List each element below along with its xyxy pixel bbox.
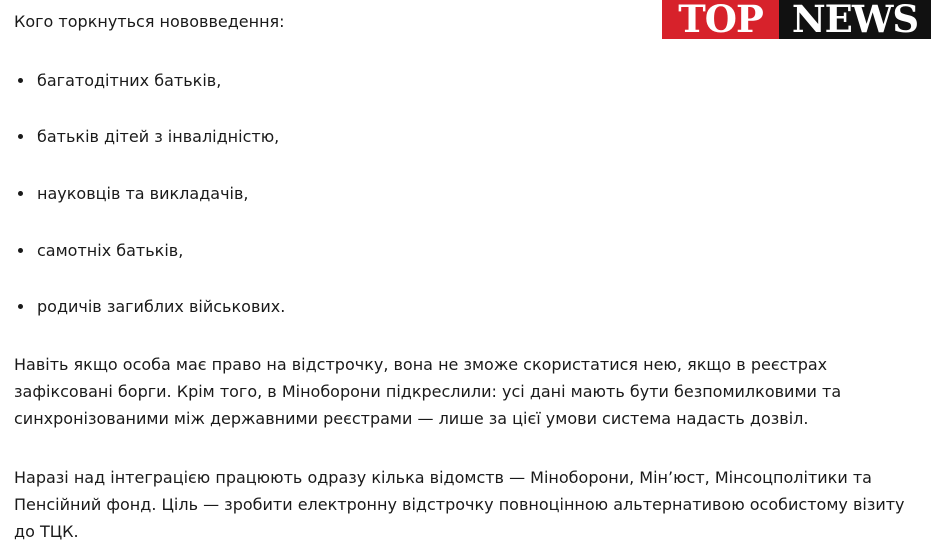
paragraph: Навіть якщо особа має право на відстрочку, вона не зможе скористатися нею, якщо в реєстрах зафіксовані борги. Крім того, в Міноборони підкреслили: усі дані мають бути безпомилковими та синхронізованими між державними реєстрами — лише за цієї умови система надасть дозвіл. [14, 355, 842, 428]
intro-text: Кого торкнуться нововведення: [14, 12, 285, 31]
paragraph: Наразі над інтеграцією працюють одразу кілька відомств — Міноборони, Мін’юст, Мінсоцполітики та Пенсійний фонд. Ціль — зробити електронну відстрочку повноцінною альтернативою особистому візиту до ТЦК. [14, 468, 905, 541]
bullet-icon [18, 78, 23, 83]
list-item-text: самотніх батьків, [37, 241, 184, 260]
bullet-icon [18, 248, 23, 253]
list-item [14, 123, 279, 150]
list-item-text: науковців та викладачів, [37, 184, 249, 203]
list-item [14, 67, 221, 94]
logo-top-text: TOP [662, 0, 779, 39]
logo-news-text: NEWS [779, 0, 931, 39]
list-item [14, 293, 285, 320]
list-item [14, 180, 248, 207]
list-item-text: батьків дітей з інвалідністю, [37, 127, 280, 146]
list-item [14, 237, 183, 264]
list-item-text: родичів загиблих військових. [37, 297, 286, 316]
bullet-icon [18, 134, 23, 139]
topnews-logo[interactable] [662, 0, 931, 39]
bullet-icon [18, 191, 23, 196]
bullet-icon [18, 304, 23, 309]
list-item-text: багатодітних батьків, [37, 71, 222, 90]
